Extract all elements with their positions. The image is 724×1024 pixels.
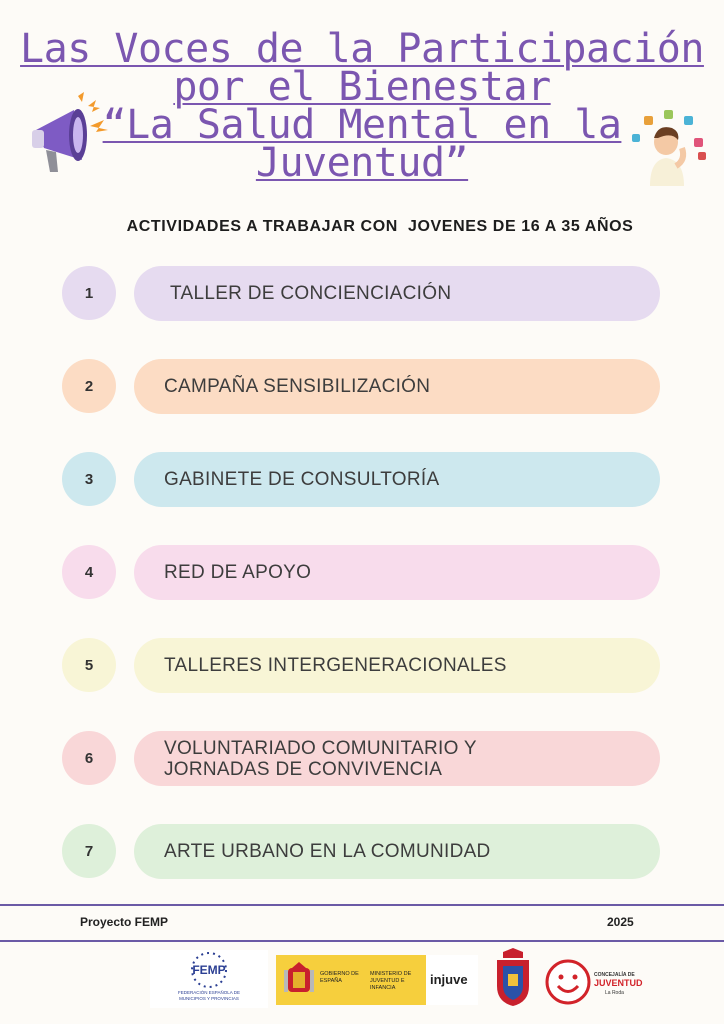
activity-item-6 — [134, 731, 660, 786]
title-line-1: Las Voces de la Participación — [20, 26, 704, 72]
concejalia-juventud-logo — [545, 955, 645, 1009]
activity-label: TALLERES INTERGENERACIONALES — [164, 655, 507, 676]
activities-heading: ACTIVIDADES A TRABAJAR CON JOVENES DE 16 A 35 AÑOS — [126, 218, 634, 235]
title-line-3: “La Salud Mental en la — [102, 102, 622, 148]
femp-logo — [150, 950, 268, 1008]
gobierno-text: GOBIERNO DE ESPAÑA — [320, 971, 359, 984]
footer-project: Proyecto FEMP — [80, 915, 169, 929]
activity-item-2 — [134, 359, 660, 414]
activity-item-1 — [134, 266, 660, 321]
femp-logo-caption: FEDERACIÓN ESPAÑOLA DE MUNICIPIOS Y PROVINCIAS — [178, 990, 240, 1001]
concejalia-label: CONCEJALÍA DE — [594, 972, 635, 978]
activity-item-4 — [134, 545, 660, 600]
smiley-icon — [545, 959, 591, 1005]
footer-year: 2025 — [607, 915, 634, 929]
activity-item-3 — [134, 452, 660, 507]
coat-of-arms-icon — [284, 962, 314, 998]
activity-label: RED DE APOYO — [164, 562, 312, 583]
juventud-label: JUVENTUD — [594, 978, 643, 988]
activity-label: TALLER DE CONCIENCIACIÓN — [170, 283, 452, 304]
activity-number-7: 7 — [62, 824, 116, 878]
activity-number-6: 6 — [62, 731, 116, 785]
activity-label: CAMPAÑA SENSIBILIZACIÓN — [164, 376, 431, 397]
femp-logo-text: FEMP — [192, 963, 226, 977]
la-roda-label: La Roda — [605, 990, 624, 996]
title-line-4: Juventud” — [255, 140, 469, 186]
injuve-text: injuve — [430, 972, 468, 987]
activity-item-7 — [134, 824, 660, 879]
activity-label: GABINETE DE CONSULTORÍA — [164, 469, 440, 490]
activity-number-1: 1 — [62, 266, 116, 320]
footer-bottom-rule — [0, 940, 724, 942]
ministerio-text: MINISTERIO DE JUVENTUD E INFANCIA — [370, 971, 412, 991]
title-line-2: por el Bienestar — [173, 64, 551, 110]
footer-top-rule — [0, 904, 724, 906]
activity-number-2: 2 — [62, 359, 116, 413]
activity-number-3: 3 — [62, 452, 116, 506]
activity-label: ARTE URBANO EN LA COMUNIDAD — [164, 841, 491, 862]
activity-number-5: 5 — [62, 638, 116, 692]
activity-number-4: 4 — [62, 545, 116, 599]
activity-label: VOLUNTARIADO COMUNITARIO Y JORNADAS DE CONVIVENCIA — [164, 737, 477, 780]
gobierno-espana-logo — [276, 955, 478, 1005]
activity-item-5 — [134, 638, 660, 693]
municipal-shield-icon — [493, 948, 533, 1006]
